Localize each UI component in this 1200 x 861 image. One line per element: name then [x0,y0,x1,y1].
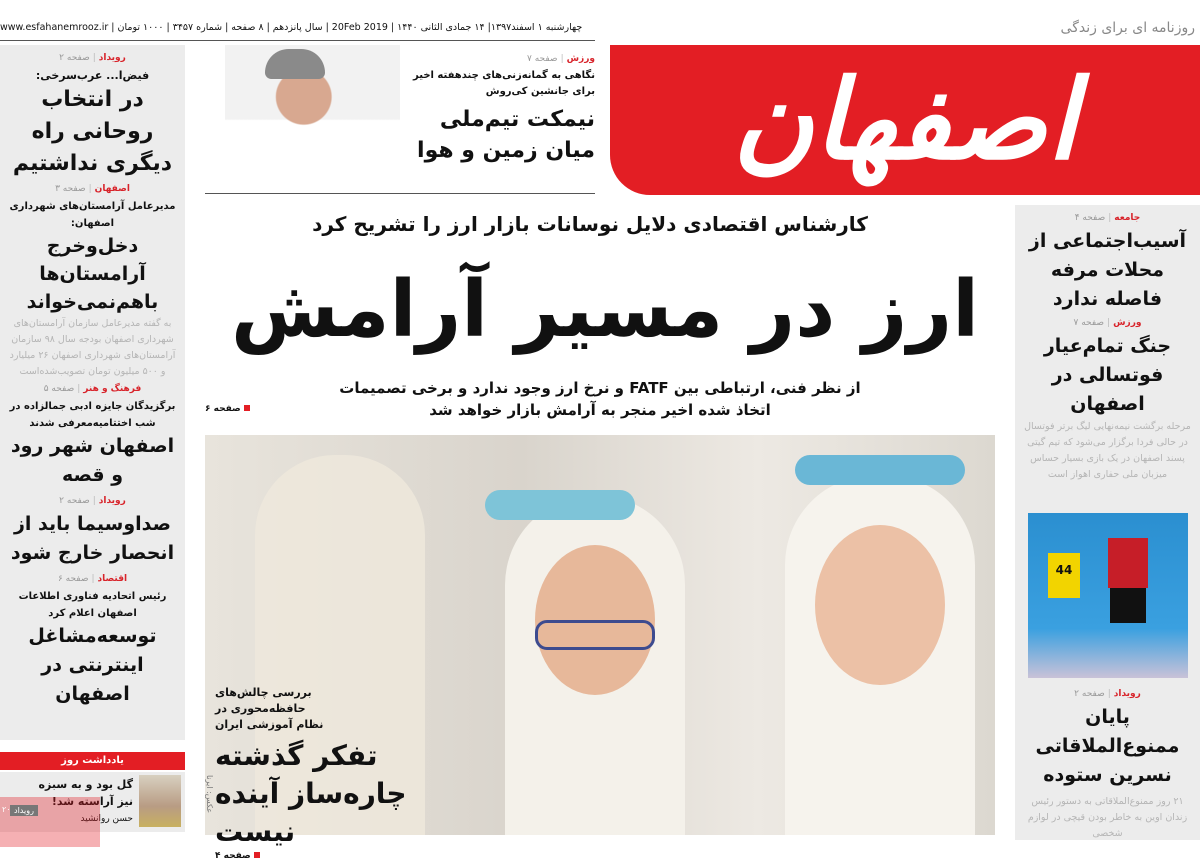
story-headline: آسیب‌اجتماعی از محلات مرفه فاصله ندارد [1028,230,1187,310]
left-story-3[interactable]: فرهنگ و هنر|صفحه ۵ برگزیدگان جایزه ادبی جمالزاده در شب اختتامیه‌معرفی شدند اصفهان شهر رود و قصه [6,384,179,490]
story-headline: صداوسیما باید از انحصار خارج شود [10,513,175,564]
tagline: روزنامه ای برای زندگی [1060,20,1195,36]
section-label: ورزش [1113,318,1142,328]
section-tab [0,797,100,847]
page-ref: صفحه ۷ [527,54,558,64]
right-story-2[interactable]: ورزش|صفحه ۷ جنگ تمام‌عیار فوتسالی در اصفهان مرحله برگشت نیمه‌نهایی لیگ برتر فوتسال در حالی فردا برگزار می‌شود که تیم گیتی پسند اصفهان در یک بازی بسیار حساس میزبان ملی حفاری اهواز است [1023,318,1192,483]
story-headline: در انتخاب روحانی راه دیگری نداشتیم [12,87,173,176]
logo-text: اصفهان [732,55,1078,184]
logo [610,45,1200,195]
story-headline: دخل‌وخرج آرامستان‌ها باهم‌نمی‌خواند [26,235,159,313]
section-tab-label: رویداد [10,805,38,816]
author-photo [139,775,181,827]
left-story-1[interactable]: رویداد|صفحه ۲ فیض‌ا... عرب‌سرخی: در انتخاب روحانی راه دیگری نداشتیم [6,53,179,180]
page-ref: صفحه ۲ [59,53,90,63]
main-overline: کارشناس اقتصادی دلایل نوسانات بازار ارز را تشریح کرد [312,212,868,236]
story-headline: پایان ممنوع‌الملاقاتی نسرین ستوده [1035,706,1180,786]
page-ref: صفحه ۲ [1074,689,1105,699]
section-label: اقتصاد [97,574,128,584]
page-ref: صفحه ۴ [1074,213,1106,223]
section-label: اصفهان [94,184,130,194]
section-label: جامعه [1114,213,1141,223]
right-column [1015,205,1200,840]
sports-story[interactable]: ورزش|صفحه ۷ نگاهی به گمانه‌زنی‌های چندهفته اخیر برای جانشین کی‌روش نیمکت تیم‌ملی میان زمین و هوا [405,50,595,166]
story-lead: مرحله برگشت نیمه‌نهایی لیگ برتر فوتسال در حالی فردا برگزار می‌شود که تیم گیتی پسند اصفهان در یک بازی بسیار حساس میزبان ملی حفاری اهواز است [1024,421,1191,480]
left-story-4[interactable]: رویداد|صفحه ۲ صداوسیما باید از انحصار خارج شود [6,496,179,568]
main-page-ref[interactable] [205,404,250,414]
page-ref: صفحه ۶ [205,404,241,414]
futsal-photo [1028,513,1188,678]
story-headline: جنگ تمام‌عیار فوتسالی در اصفهان [1043,335,1172,415]
jersey-number: 44 [1055,563,1073,577]
story-sub: بررسی چالش‌های حافظه‌محوری در نظام آموزشی ایران [215,686,324,731]
story-lead: ۲۱ روز ممنوع‌الملاقاتی به دستور رئیس زندان اوین به خاطر بودن قیچی در لوازم شخصی [1027,796,1188,839]
page-ref: صفحه ۵ [43,384,75,394]
note-label: یادداشت روز [0,752,185,770]
note-author: حسن روانشید [80,814,133,824]
page-ref: صفحه ۳ [55,184,86,194]
bullet-icon [244,405,250,411]
story-headline: تفکر گذشته چاره‌ساز آینده نیست [215,739,407,848]
left-story-2[interactable]: اصفهان|صفحه ۳ مدیرعامل آرامستان‌های شهرداری اصفهان: دخل‌وخرج آرامستان‌ها باهم‌نمی‌خواند به گفته مدیرعامل سازمان آرامستان‌های شهرداری اصفهان بودجه سال ۹۸ سازمان آرامستان‌های شهرداری اصفهان ۲۶ میلیارد و ۵۰۰ میلیون تومان تصویب‌شده‌است [6,184,179,380]
story-sub: نگاهی به گمانه‌زنی‌های چندهفته اخیر برای جانشین کی‌روش [413,70,595,97]
story-sub: مدیرعامل آرامستان‌های شهرداری اصفهان: [9,201,176,229]
story-sub: فیض‌ا... عرب‌سرخی: [35,69,150,82]
story-lead: به گفته مدیرعامل سازمان آرامستان‌های شهرداری اصفهان بودجه سال ۹۸ سازمان آرامستان‌های شهرداری اصفهان ۲۶ میلیارد و ۵۰۰ میلیون تومان تصویب‌شده‌است [9,318,176,377]
section-label: ورزش [566,54,595,64]
dateline: چهارشنبه ۱ اسفند۱۳۹۷| ۱۴ جمادی الثانی ۱۴۴۰ | 20Feb 2019 | سال پانزدهم | ۸ صفحه | شماره ۳۴۵۷ | ۱۰۰۰ تومان | www.esfahanemrooz.ir [0,22,583,33]
page-ref: صفحه ۶ [57,574,89,584]
story-headline: اصفهان شهر رود و قصه [10,435,175,486]
story-sub: برگزیدگان جایزه ادبی جمالزاده در شب اختتامیه‌معرفی شدند [9,401,176,429]
page-ref: صفحه ۲ [59,496,90,506]
left-story-5[interactable]: اقتصاد|صفحه ۶ رئیس اتحادیه فناوری اطلاعات اصفهان اعلام کرد توسعه‌مشاغل اینترنتی در اصفهان [6,574,179,709]
left-column [0,45,185,740]
main-headline[interactable]: ارز در مسیر آرامش [231,265,979,355]
section-tab-number: ۲۰ [2,805,11,814]
divider [205,193,595,194]
divider [0,40,595,41]
coach-photo [225,45,400,193]
photo-credit: عکس: ایرنا [205,775,214,814]
story-sub: رئیس اتحادیه فناوری اطلاعات اصفهان اعلام کرد [18,591,167,619]
bullet-icon [254,852,260,858]
story-headline: توسعه‌مشاغل اینترنتی در اصفهان [28,625,157,705]
right-story-1[interactable]: جامعه|صفحه ۴ آسیب‌اجتماعی از محلات مرفه فاصله ندارد [1023,213,1192,314]
story-headline: نیمکت تیم‌ملی میان زمین و هوا [417,107,595,163]
photo-story[interactable] [215,685,505,861]
section-label: رویداد [1113,689,1141,699]
page-ref: صفحه ۷ [1073,318,1105,328]
section-label: فرهنگ و هنر [83,384,142,394]
right-story-3[interactable]: رویداد|صفحه ۲ پایان ممنوع‌الملاقاتی نسرین ستوده ۲۱ روز ممنوع‌الملاقاتی به دستور رئیس زندان اوین به خاطر بودن قیچی در لوازم شخصی [1023,685,1192,842]
main-lead: از نظر فنی، ارتباطی بین FATF و نرخ ارز وجود ندارد و برخی تصمیمات اتخاذ شده اخیر منجر به آرامش بازار خواهد شد [339,379,861,419]
page-ref: صفحه ۴ [215,851,251,861]
section-label: رویداد [98,496,126,506]
note-title: گل بود و به سبزه نیز آراسته شد! [38,778,133,808]
section-label: رویداد [98,53,126,63]
